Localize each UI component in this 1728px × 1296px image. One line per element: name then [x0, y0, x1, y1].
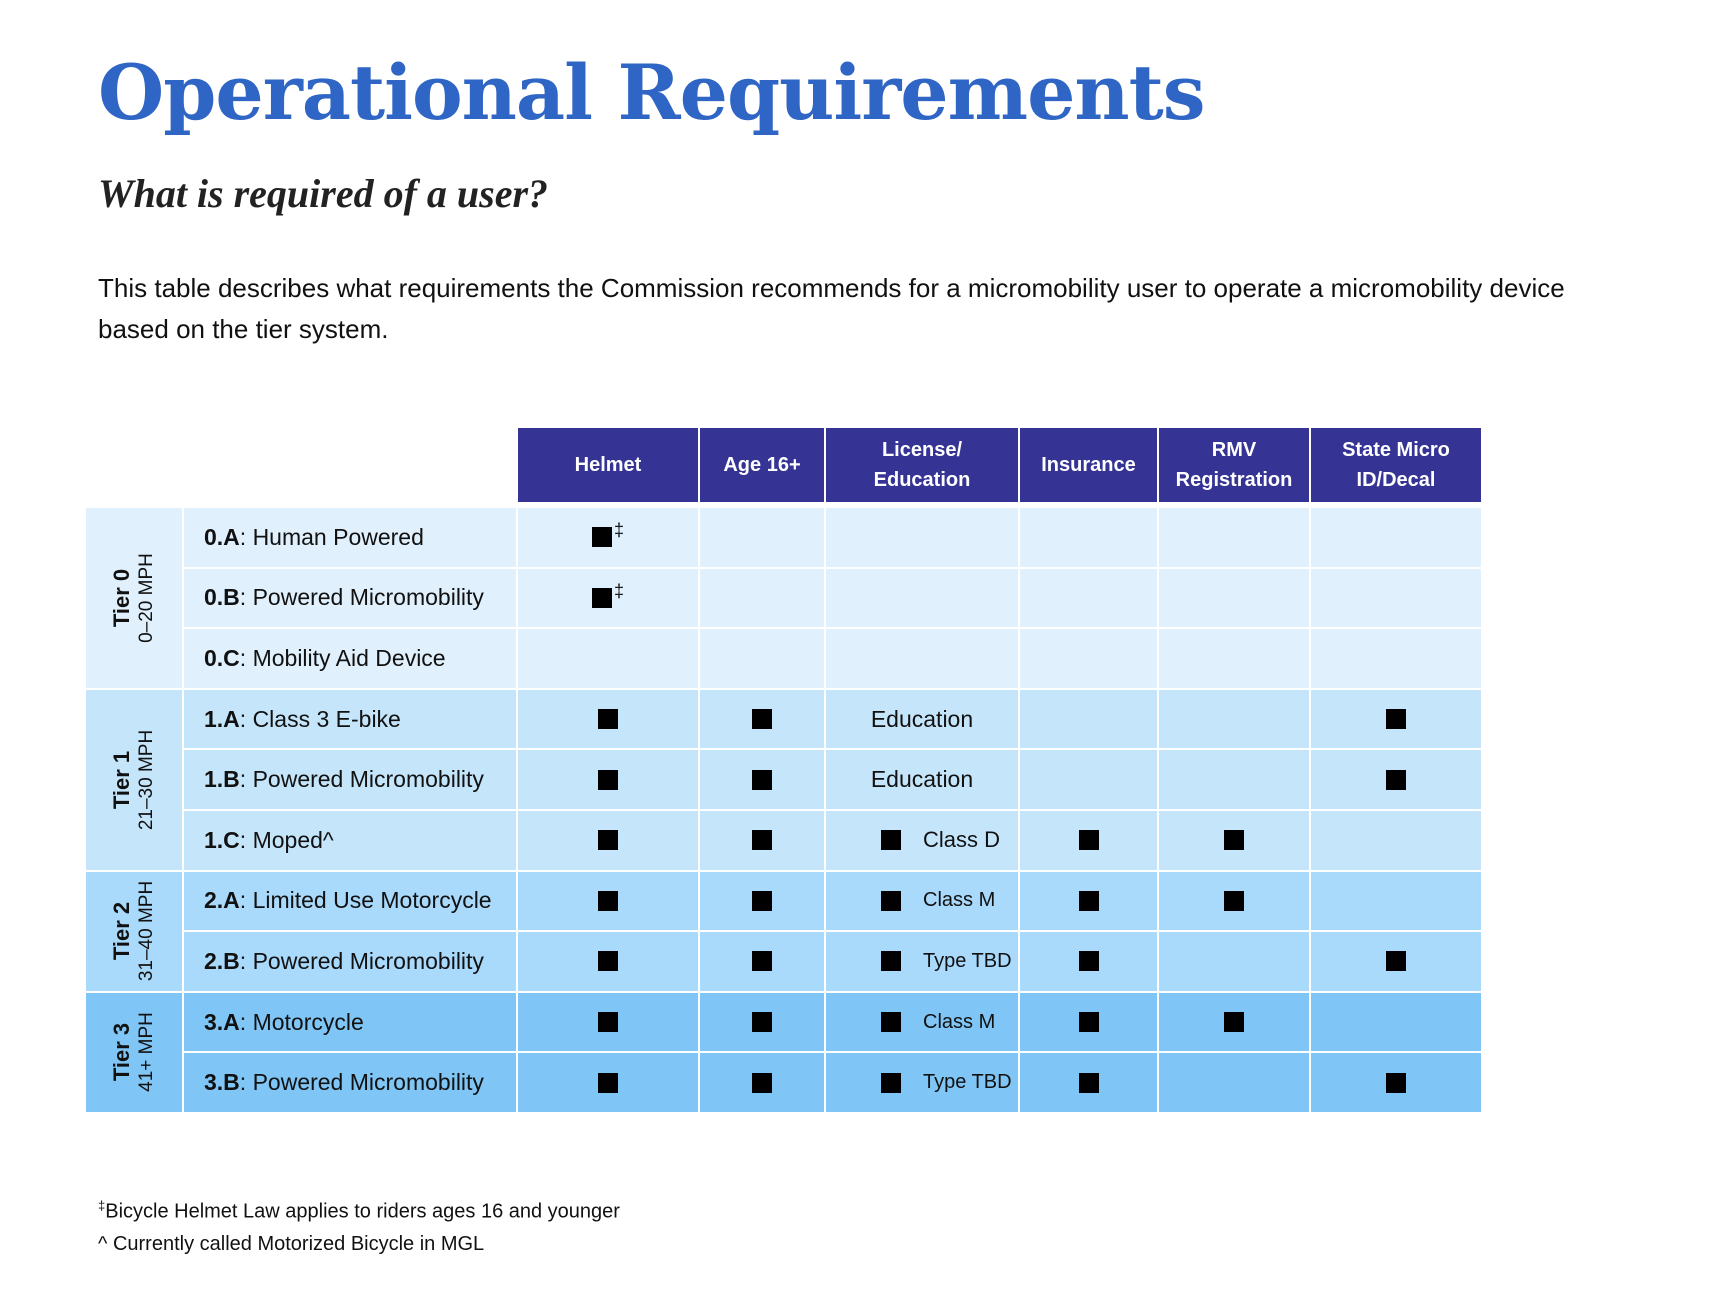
row-name: : Powered Micromobility [239, 766, 484, 793]
cell-helmet [518, 932, 698, 991]
tier-label [109, 1013, 159, 1093]
column-header-helmet [518, 428, 698, 502]
mark-wrap [1224, 1012, 1244, 1032]
column-header-label: RMV Registration [1175, 439, 1293, 491]
mark-wrap [598, 770, 618, 790]
requirement-mark [592, 588, 612, 608]
cell-decal [1311, 993, 1481, 1052]
cell-rmv [1159, 1053, 1309, 1112]
mark-wrap [1224, 891, 1244, 911]
mark-wrap [598, 1012, 618, 1032]
requirement-mark [752, 709, 772, 729]
requirements-table [86, 428, 1650, 1167]
mark-wrap [592, 520, 624, 547]
tier-cell-3 [86, 993, 182, 1112]
cell-license [826, 811, 1018, 870]
cell-helmet [518, 872, 698, 931]
cell-age [700, 690, 824, 749]
cell-helmet [518, 750, 698, 809]
mark-wrap [752, 891, 772, 911]
requirement-mark [1386, 709, 1406, 729]
page-title: Operational Requirements [98, 48, 1205, 137]
row-code: 3.A [204, 1008, 240, 1035]
cell-helmet [518, 993, 698, 1052]
requirement-mark [752, 1073, 772, 1093]
page-subtitle: What is required of a user? [98, 171, 549, 216]
requirement-mark [1386, 1073, 1406, 1093]
license-type: Education [870, 766, 974, 793]
cell-decal [1311, 750, 1481, 809]
row-label-1c [184, 811, 516, 870]
requirement-mark [598, 770, 618, 790]
cell-rmv [1159, 750, 1309, 809]
cell-insurance [1020, 932, 1157, 991]
row-name: : Motorcycle [239, 1008, 364, 1035]
mark-wrap [1079, 891, 1099, 911]
column-header-label: Age 16+ [723, 454, 801, 476]
row-code: 0.C [204, 644, 240, 671]
footnote-text: Bicycle Helmet Law applies to riders ages 16 and younger [105, 1200, 620, 1223]
cell-age [700, 508, 824, 567]
tier-label [109, 881, 159, 981]
cell-age [700, 872, 824, 931]
column-header-insurance [1020, 428, 1157, 502]
cell-license [826, 993, 1018, 1052]
cell-helmet [518, 569, 698, 628]
cell-rmv [1159, 811, 1309, 870]
footnote-helmet [98, 1190, 620, 1228]
cell-license [826, 569, 1018, 628]
requirement-mark [598, 709, 618, 729]
column-header-license-education [826, 428, 1018, 502]
requirement-mark [1079, 951, 1099, 971]
cell-decal [1311, 629, 1481, 688]
cell-rmv [1159, 569, 1309, 628]
cell-license [826, 750, 1018, 809]
mark-wrap [752, 1073, 772, 1093]
license-type: Type TBD [923, 949, 1012, 972]
row-code: 1.A [204, 705, 240, 732]
cell-insurance [1020, 1053, 1157, 1112]
mark-wrap [752, 770, 772, 790]
cell-license [826, 932, 1018, 991]
requirement-mark [881, 891, 901, 911]
cell-age [700, 1053, 824, 1112]
row-label-2b [184, 932, 516, 991]
cell-insurance [1020, 993, 1157, 1052]
requirement-mark [752, 951, 772, 971]
cell-insurance [1020, 629, 1157, 688]
cell-helmet [518, 1053, 698, 1112]
cell-age [700, 993, 824, 1052]
mark-wrap [1079, 830, 1099, 850]
row-code: 1.C [204, 826, 240, 853]
cell-helmet [518, 629, 698, 688]
column-header-state-micro-id-decal [1311, 428, 1481, 502]
license-type: Class D [923, 827, 1001, 853]
cell-age [700, 569, 824, 628]
mark-wrap [592, 580, 624, 608]
tier-cell-2 [86, 872, 182, 991]
helmet-law-note: ‡ [613, 520, 624, 541]
row-label-0a [184, 508, 516, 567]
cell-age [700, 629, 824, 688]
requirement-mark [598, 891, 618, 911]
row-name: : Powered Micromobility [239, 1069, 484, 1096]
mark-wrap [598, 1073, 618, 1093]
requirement-mark [598, 830, 618, 850]
row-name: : Limited Use Motorcycle [239, 887, 492, 914]
cell-age [700, 811, 824, 870]
column-header-label: Helmet [574, 454, 642, 476]
row-label-3b [184, 1053, 516, 1112]
row-label-1a [184, 690, 516, 749]
mark-wrap [598, 709, 618, 729]
cell-decal [1311, 690, 1481, 749]
requirement-mark [1079, 830, 1099, 850]
mark-wrap [752, 709, 772, 729]
mark-wrap [752, 830, 772, 850]
mark-wrap [598, 951, 618, 971]
tier-speed: 31–40 MPH [136, 881, 157, 982]
column-header-label: State Micro ID/Decal [1342, 439, 1450, 491]
cell-decal [1311, 811, 1481, 870]
cell-decal [1311, 932, 1481, 991]
requirement-mark [1386, 770, 1406, 790]
row-name: : Mobility Aid Device [239, 644, 446, 671]
cell-license [826, 872, 1018, 931]
tier-speed: 0–20 MPH [136, 553, 157, 643]
row-code: 0.A [204, 523, 240, 550]
cell-helmet [518, 508, 698, 567]
cell-decal [1311, 508, 1481, 567]
row-label-0b [184, 569, 516, 628]
license-type: Class M [923, 889, 996, 912]
mark-wrap [752, 1012, 772, 1032]
page-description: This table describes what requirements the Commission recommends for a micromobility user to operate a micromobility device based on the tier system. [98, 273, 1565, 344]
row-code: 3.B [204, 1069, 240, 1096]
column-header-label: Insurance [1041, 454, 1136, 476]
cell-helmet [518, 690, 698, 749]
cell-helmet [518, 811, 698, 870]
row-name: : Human Powered [239, 523, 424, 550]
row-name: : Class 3 E-bike [239, 705, 401, 732]
row-label-3a [184, 993, 516, 1052]
row-code: 0.B [204, 584, 240, 611]
requirement-mark [1079, 1073, 1099, 1093]
column-header-label: License/ Education [873, 439, 971, 491]
requirement-mark [592, 527, 612, 547]
footnote-mark: ‡ [98, 1198, 106, 1213]
requirement-mark [752, 1012, 772, 1032]
tier-speed: 21–30 MPH [136, 729, 157, 830]
requirement-mark [1224, 891, 1244, 911]
helmet-law-note: ‡ [613, 580, 624, 601]
requirement-mark [752, 770, 772, 790]
mark-wrap [1386, 1073, 1406, 1093]
column-header-age-16 [700, 428, 824, 502]
cell-rmv [1159, 629, 1309, 688]
mark-wrap [1079, 951, 1099, 971]
cell-decal [1311, 1053, 1481, 1112]
cell-insurance [1020, 750, 1157, 809]
cell-insurance [1020, 508, 1157, 567]
tier-speed: 41+ MPH [135, 1012, 157, 1093]
row-label-0c [184, 629, 516, 688]
tier-name: Tier 2 [109, 902, 134, 961]
requirement-mark [752, 891, 772, 911]
cell-insurance [1020, 690, 1157, 749]
row-label-1b [184, 750, 516, 809]
mark-wrap [1386, 951, 1406, 971]
requirement-mark [598, 1073, 618, 1093]
requirement-mark [752, 830, 772, 850]
requirement-mark [1386, 951, 1406, 971]
column-header-rmv-registration [1159, 428, 1309, 502]
tier-name: Tier 1 [109, 750, 134, 809]
requirement-mark [881, 830, 901, 850]
requirement-mark [598, 1012, 618, 1032]
row-name: : Moped^ [239, 826, 334, 853]
cell-insurance [1020, 811, 1157, 870]
tier-name: Tier 0 [109, 568, 134, 628]
cell-license [826, 1053, 1018, 1112]
mark-wrap [1224, 830, 1244, 850]
mark-wrap [598, 830, 618, 850]
footnote-moped [98, 1228, 620, 1260]
requirement-mark [598, 951, 618, 971]
mark-wrap [1386, 770, 1406, 790]
tier-cell-1 [86, 690, 182, 870]
cell-age [700, 750, 824, 809]
row-name: : Powered Micromobility [239, 584, 484, 611]
cell-age [700, 932, 824, 991]
cell-rmv [1159, 932, 1309, 991]
requirement-mark [1224, 830, 1244, 850]
tier-name: Tier 3 [108, 1023, 134, 1082]
footnotes [98, 1190, 620, 1260]
cell-rmv [1159, 993, 1309, 1052]
mark-wrap [1386, 709, 1406, 729]
requirement-mark [881, 1012, 901, 1032]
row-code: 2.B [204, 947, 240, 974]
license-type: Education [870, 705, 974, 732]
cell-insurance [1020, 569, 1157, 628]
mark-wrap [752, 951, 772, 971]
cell-license [826, 690, 1018, 749]
requirement-mark [1224, 1012, 1244, 1032]
mark-wrap [598, 891, 618, 911]
cell-rmv [1159, 690, 1309, 749]
footnote-text: ^ Currently called Motorized Bicycle in MGL [98, 1232, 485, 1255]
cell-rmv [1159, 508, 1309, 567]
requirement-mark [881, 1073, 901, 1093]
row-name: : Powered Micromobility [239, 947, 484, 974]
requirement-mark [881, 951, 901, 971]
tier-cell-0 [86, 508, 182, 688]
requirement-mark [1079, 1012, 1099, 1032]
cell-license [826, 508, 1018, 567]
requirement-mark [1079, 891, 1099, 911]
tier-label [109, 730, 159, 830]
license-type: Class M [923, 1010, 996, 1033]
mark-wrap [1079, 1073, 1099, 1093]
tier-label [109, 553, 159, 643]
row-code: 2.A [204, 887, 240, 914]
cell-decal [1311, 872, 1481, 931]
row-code: 1.B [204, 766, 240, 793]
cell-rmv [1159, 872, 1309, 931]
cell-license [826, 629, 1018, 688]
row-label-2a [184, 872, 516, 931]
mark-wrap [1079, 1012, 1099, 1032]
cell-insurance [1020, 872, 1157, 931]
license-type: Type TBD [923, 1071, 1012, 1094]
cell-decal [1311, 569, 1481, 628]
